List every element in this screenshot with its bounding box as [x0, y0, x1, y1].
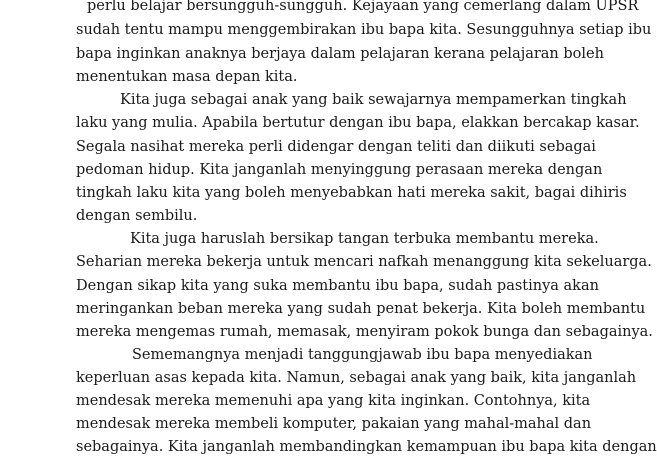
text-line: meringankan beban mereka yang sudah penat bekerja. Kita boleh membantu	[76, 301, 646, 317]
text-line: mereka mengemas rumah, memasak, menyiram pokok bunga dan sebagainya.	[76, 324, 653, 340]
text-line: mendesak mereka membeli komputer, pakaian yang mahal-mahal dan	[76, 416, 592, 432]
text-line: Sememangnya menjadi tanggungjawab ibu bapa menyediakan	[132, 347, 593, 363]
text-line: bapa inginkan anaknya berjaya dalam pelajaran kerana pelajaran boleh	[76, 46, 604, 62]
text-line: Kita juga haruslah bersikap tangan terbuka membantu mereka.	[130, 231, 599, 247]
text-line: tingkah laku kita yang boleh menyebabkan hati mereka sakit, bagai dihiris	[76, 185, 627, 201]
text-line: sebagainya. Kita janganlah membandingkan kemampuan ibu bapa kita dengan	[76, 439, 657, 455]
text-line: sudah tentu mampu menggembirakan ibu bapa kita. Sesungguhnya setiap ibu	[76, 22, 652, 38]
text-line: Segala nasihat mereka perli didengar dengan teliti dan diikuti sebagai	[76, 139, 596, 155]
text-line: menentukan masa depan kita.	[76, 69, 298, 85]
text-line: Seharian mereka bekerja untuk mencari nafkah menanggung kita sekeluarga.	[76, 254, 652, 270]
text-line: dengan sembilu.	[76, 208, 198, 224]
text-line: perlu belajar bersungguh-sungguh. Kejayaan yang cemerlang dalam UPSR	[87, 0, 639, 14]
text-line: pedoman hidup. Kita janganlah menyinggung perasaan mereka dengan	[76, 162, 603, 178]
text-line: Dengan sikap kita yang suka membantu ibu bapa, sudah pastinya akan	[76, 278, 599, 294]
text-line: mendesak mereka memenuhi apa yang kita inginkan. Contohnya, kita	[76, 393, 591, 409]
text-line: Kita juga sebagai anak yang baik sewajarnya mempamerkan tingkah	[120, 92, 627, 108]
text-line: laku yang mulia. Apabila bertutur dengan ibu bapa, elakkan bercakap kasar.	[76, 115, 640, 131]
text-line: keperluan asas kepada kita. Namun, sebagai anak yang baik, kita janganlah	[76, 370, 637, 386]
